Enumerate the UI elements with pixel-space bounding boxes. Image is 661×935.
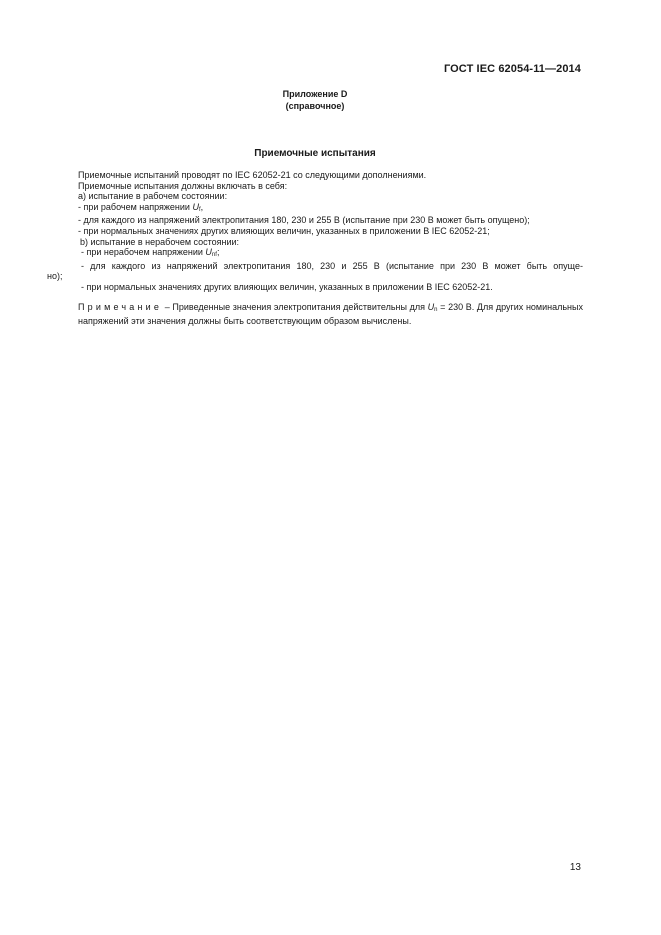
list-subitem-b2-line2: но); xyxy=(47,271,63,282)
document-code: ГОСТ IEC 62054-11—2014 xyxy=(443,63,581,75)
list-item-b: b) испытание в нерабочем состоянии: xyxy=(80,236,240,247)
annex-subtitle: (справочное) xyxy=(285,101,345,111)
list-subitem-b3: - при нормальных значениях других влияющих величин, указанных в приложении B IEC 62052-21. xyxy=(81,281,493,292)
document-body xyxy=(47,170,583,327)
note-paragraph: Примечание – Приведенные значения электропитания действительны для $U_n = 230$ В. Для других номинальных напряжений эти значения должны быть соответствующим образом вычислены. xyxy=(78,301,583,326)
annex-heading xyxy=(0,88,630,112)
list-subitem-a2: - для каждого из напряжений электропитания 180, 230 и 255 В (испытание при 230 В может быть опущено); xyxy=(78,215,530,226)
note-label: Примечание xyxy=(78,301,163,312)
paragraph-intro: Приемочные испытаний проводят по IEC 62052-21 со следующими дополнениями. xyxy=(78,170,427,180)
list-subitem-b1: - при нерабочем напряжении $U_{nf}$; xyxy=(81,247,220,259)
section-title: Приемочные испытания xyxy=(254,148,376,159)
list-item-a: a) испытание в рабочем состоянии: xyxy=(78,191,228,202)
page-number: 13 xyxy=(569,862,581,873)
annex-title: Приложение D xyxy=(282,89,348,99)
paragraph-tests-include: Приемочные испытания должны включать в себя: xyxy=(78,180,288,191)
list-subitem-b2-line1: - для каждого из напряжений электропитания 180, 230 и 255 В (испытание при 230 В может быть опуще- xyxy=(81,260,583,271)
list-subitem-a3: - при нормальных значениях других влияющих величин, указанных в приложении B IEC 62052-21; xyxy=(78,225,490,236)
list-subitem-a1: - при рабочем напряжении $U_f$, xyxy=(78,201,204,213)
